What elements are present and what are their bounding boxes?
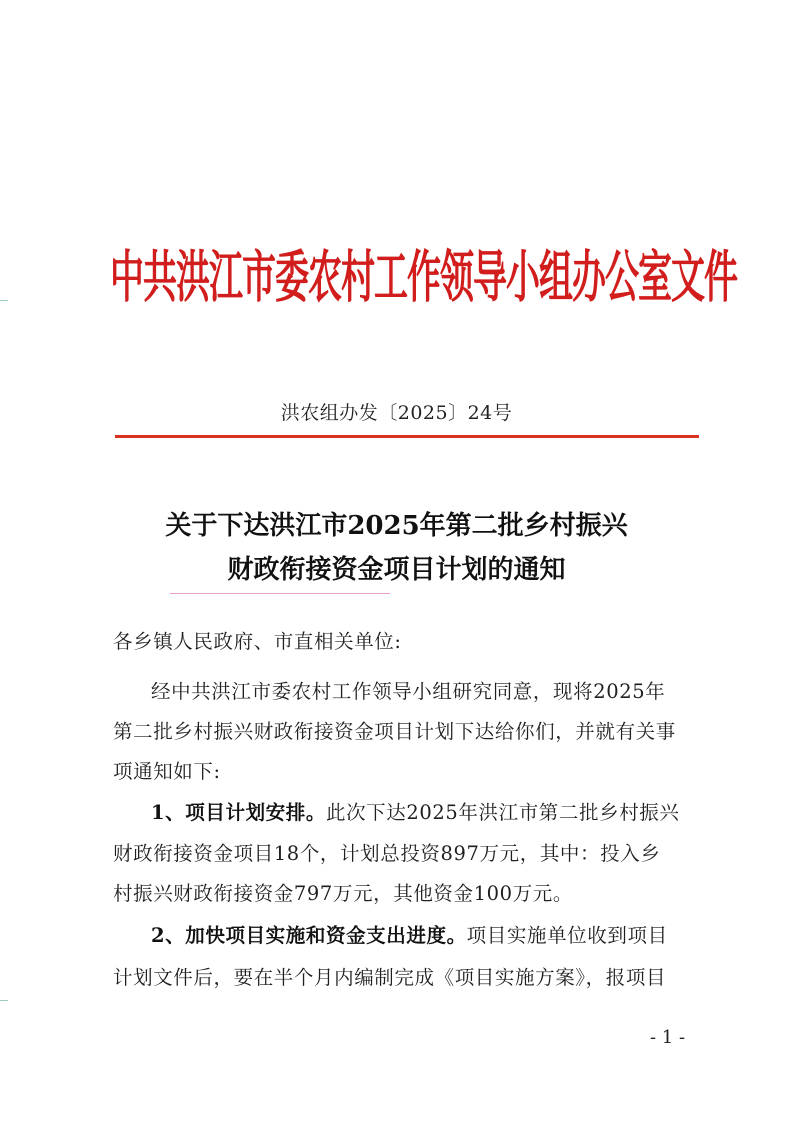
intro-line-2: 第二批乡村振兴财政衔接资金项目计划下达给你们，并就有关事	[113, 720, 676, 743]
item-1-text: 此次下达2025年洪江市第二批乡村振兴	[325, 801, 680, 824]
item-1-line-1	[151, 797, 699, 825]
document-number: 洪农组办发〔2025〕24号	[280, 402, 513, 424]
item-1-line-2: 财政衔接资金项目18个，计划总投资897万元，其中：投入乡	[113, 842, 661, 865]
item-1-line-3: 村振兴财政衔接资金797万元，其他资金100万元。	[113, 882, 573, 905]
item-2-text: 项目实施单位收到项目	[466, 924, 668, 947]
item-2-heading: 2、加快项目实施和资金支出进度。	[151, 924, 467, 947]
addressee-line: 各乡镇人民政府、市直相关单位:	[113, 630, 402, 653]
red-separator-line	[115, 435, 699, 438]
item-2-line-1	[151, 920, 699, 948]
decorative-underline	[170, 593, 390, 594]
notice-title-line-1: 关于下达洪江市2025年第二批乡村振兴	[165, 511, 628, 541]
intro-line-3: 项通知如下:	[113, 760, 221, 783]
item-1-heading: 1、项目计划安排。	[151, 801, 326, 824]
scan-edge-mark	[0, 300, 8, 301]
scan-edge-mark	[0, 1000, 8, 1001]
page-number: - 1 -	[650, 1027, 686, 1048]
intro-line-1: 经中共洪江市委农村工作领导小组研究同意，现将2025年	[151, 680, 666, 703]
issuing-authority-title: 中共洪江市委农村工作领导小组办公室文件	[110, 245, 737, 312]
notice-title-line-2: 财政衔接资金项目计划的通知	[227, 555, 566, 585]
item-2-line-2: 计划文件后，要在半个月内编制完成《项目实施方案》，报项目	[113, 966, 667, 989]
